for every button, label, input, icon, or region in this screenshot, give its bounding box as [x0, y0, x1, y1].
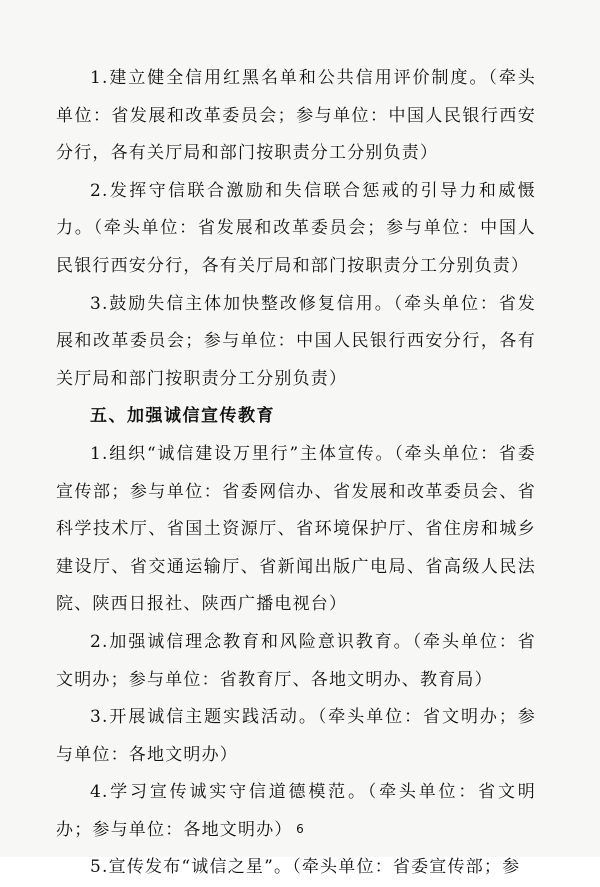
- document-body: [56, 60, 536, 887]
- paragraph-item-2: 2.发挥守信联合激励和失信联合惩戒的引导力和威慑力。（牵头单位：省发展和改革委员会；参与单位：中国人民银行西安分行，各有关厅局和部门按职责分工分别负责）: [56, 180, 536, 276]
- paragraph-item-4: 1.组织“诚信建设万里行”主体宣传。（牵头单位：省委宣传部；参与单位：省委网信办、省发展和改革委员会、省科学技术厅、省国土资源厅、省环境保护厅、省住房和城乡建设厅、省交通运输厅、省新闻出版广电局、省高级人民法院、陕西日报社、陕西广播电视台）: [56, 443, 536, 615]
- paragraph-item-5: 2.加强诚信理念教育和风险意识教育。（牵头单位：省文明办；参与单位：省教育厅、各地文明办、教育局）: [56, 631, 536, 690]
- section-heading: 五、加强诚信宣传教育: [90, 406, 275, 427]
- paragraph-item-7: 4.学习宣传诚实守信道德模范。（牵头单位：省文明办；参与单位：各地文明办）: [56, 782, 536, 840]
- paragraph-item-8: 5.宣传发布“诚信之星”。（牵头单位：省委宣传部；参: [90, 857, 521, 878]
- paragraph-item-6: 3.开展诚信主题实践活动。（牵头单位：省文明办；参与单位：各地文明办）: [56, 707, 536, 765]
- paragraph-item-1: 1.建立健全信用红黑名单和公共信用评价制度。（牵头单位：省发展和改革委员会；参与单位：中国人民银行西安分行，各有关厅局和部门按职责分工分别负责）: [56, 68, 536, 164]
- page-number: 6: [296, 822, 304, 836]
- paragraph-item-3: 3.鼓励失信主体加快整改修复信用。（牵头单位：省发展和改革委员会；参与单位：中国人民银行西安分行，各有关厅局和部门按职责分工分别负责）: [56, 293, 536, 389]
